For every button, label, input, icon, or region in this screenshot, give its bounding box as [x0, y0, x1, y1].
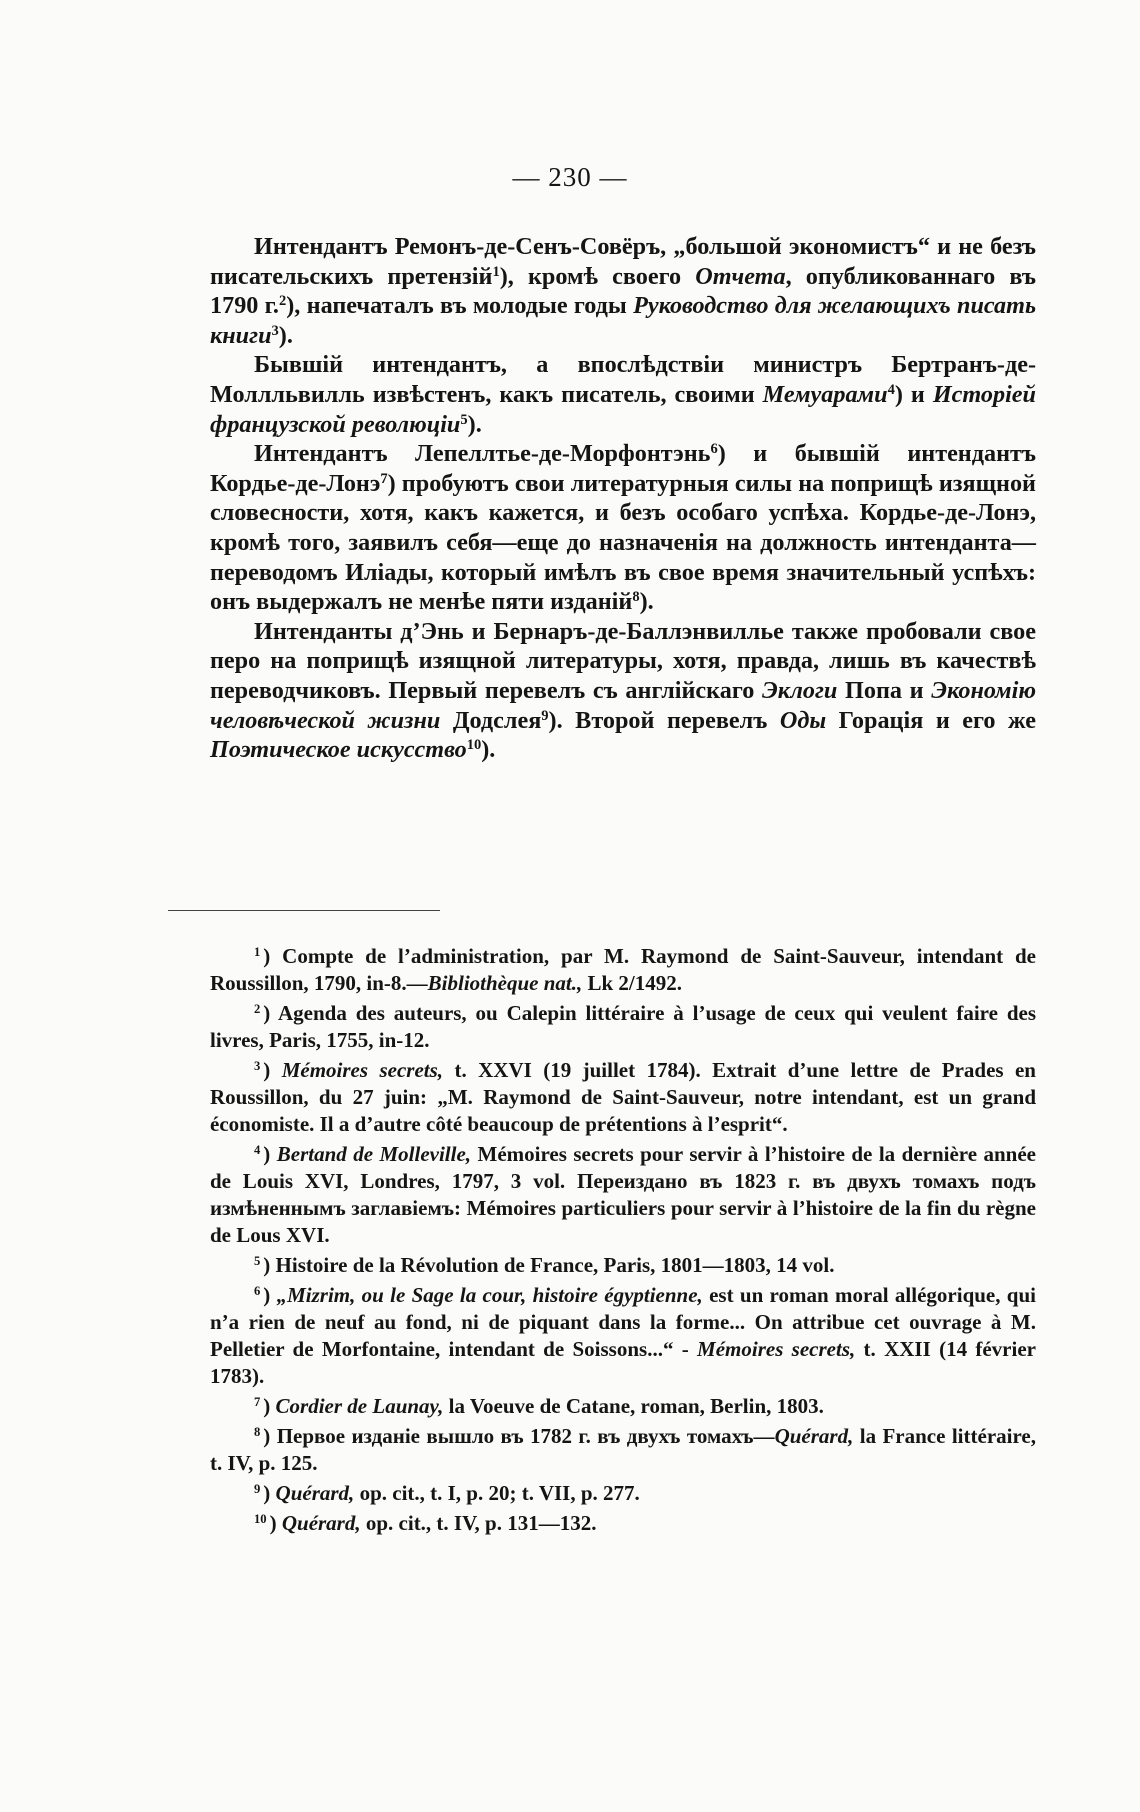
footnote-text: ) — [263, 1481, 276, 1505]
footnote-number: 3 — [254, 1059, 261, 1074]
text-run: Попа и — [837, 676, 932, 704]
footnote-italic: Mémoires secrets, — [697, 1337, 856, 1361]
footnotes — [210, 943, 1036, 1540]
text-run: Интендантъ Лепеллтье-де-Морфонтэнь — [254, 440, 711, 468]
text-run: ). — [278, 321, 293, 349]
footnote-italic: Cordier de Launay, — [275, 1394, 444, 1418]
main-text — [210, 232, 1036, 765]
footnote-number: 5 — [254, 1254, 261, 1269]
italic-title: Мемуарами — [762, 380, 888, 408]
footnote-ref: 9 — [541, 707, 549, 724]
footnote-6 — [210, 1282, 1036, 1390]
footnote-text: ) Histoire de la Révolution de France, Paris, 1801—1803, 14 vol. — [263, 1253, 835, 1277]
text-run: , опубликованнаго въ 1790 г. — [210, 262, 1036, 320]
footnote-italic: Bertand de Molleville, — [276, 1142, 472, 1166]
text-run: Горація и его же — [826, 706, 1036, 734]
paragraph-3 — [210, 439, 1036, 617]
footnote-text: op. cit., t. I, p. 20; t. VII, p. 277. — [354, 1481, 640, 1505]
italic-title: Исторіей французской революціи — [210, 380, 1036, 438]
text-run: ) и — [894, 380, 933, 408]
footnote-divider — [168, 910, 440, 911]
paragraph-1 — [210, 232, 1036, 350]
footnote-10 — [210, 1510, 1036, 1537]
text-run: ), напечаталъ въ молодые годы — [286, 292, 634, 320]
footnote-ref: 2 — [278, 293, 287, 310]
footnote-text: ) — [269, 1511, 282, 1535]
footnote-italic: Mémoires secrets, — [281, 1058, 444, 1082]
footnote-2 — [210, 1000, 1036, 1054]
text-run: ) пробуютъ свои литературныя силы на поприщѣ изящной словесности, хотя, какъ кажется, и безъ особаго успѣха. Кордье-де-Лонэ, кромѣ того, заявилъ себя—еще до назначенія на должность интенданта—переводомъ Иліады, который имѣлъ въ свое время значительный успѣхъ: онъ выдержалъ не менѣе пяти изданій — [210, 469, 1036, 616]
footnote-5 — [210, 1252, 1036, 1279]
italic-title: Отчета — [695, 262, 786, 290]
footnote-1 — [210, 943, 1036, 997]
footnote-ref: 6 — [710, 441, 718, 458]
italic-title: Руководство для желающихъ писать книги — [210, 292, 1037, 349]
paragraph-4 — [210, 617, 1036, 765]
footnote-number: 8 — [254, 1425, 261, 1440]
italic-title: Экономію человѣческой жизни — [210, 676, 1037, 734]
footnote-ref: 4 — [887, 381, 895, 398]
footnote-8 — [210, 1423, 1036, 1477]
footnote-italic: Bibliothèque nat., — [427, 971, 583, 995]
footnote-text: t. XXII (14 février 1783). — [210, 1337, 1036, 1388]
footnote-text: ) — [263, 1142, 277, 1166]
footnote-text: ) Compte de l’administration, par M. Raymond de Saint-Sauveur, intendant de Roussillon, 1790, in-8.— — [210, 944, 1036, 995]
text-run: ). Второй перевелъ — [548, 706, 780, 734]
footnote-ref: 5 — [460, 411, 468, 428]
page-number: — 230 — — [512, 162, 628, 192]
footnote-text: Lk 2/1492. — [582, 971, 683, 995]
footnote-text: Mémoires secrets pour servir à l’histoire de la dernière année de Louis XVI, Londres, 1797, 3 vol. Переиздано въ 1823 г. въ двухъ томахъ подъ измѣненнымъ заглавіемъ: Mémoires particuliers pour servir à l’histoire de la fin du règne de Lous XVI. — [210, 1142, 1036, 1247]
footnote-ref: 8 — [632, 589, 640, 606]
footnote-number: 7 — [254, 1395, 261, 1410]
footnote-text: ) — [263, 1058, 282, 1082]
text-run: Бывшій интендантъ, а впослѣдствіи министръ Бертранъ-де-Моллльвилль извѣстенъ, какъ писатель, своими — [210, 351, 1036, 408]
footnote-italic: Quérard, — [774, 1424, 854, 1448]
footnote-text: la France littéraire, t. IV, p. 125. — [210, 1424, 1036, 1475]
footnote-italic: „Mizrim, ou le Sage la cour, histoire égyptienne, — [276, 1283, 703, 1307]
text-run: ) и бывшій интендантъ Кордье-де-Лонэ — [210, 440, 1036, 497]
italic-title: Оды — [779, 706, 827, 734]
footnote-number: 4 — [254, 1143, 261, 1158]
italic-title: Эклоги — [762, 676, 838, 704]
text-run: ), кромѣ своего — [499, 262, 696, 290]
footnote-4 — [210, 1141, 1036, 1249]
footnote-7 — [210, 1393, 1036, 1420]
footnote-number: 2 — [254, 1002, 261, 1017]
footnote-italic: Quérard, — [281, 1511, 361, 1535]
footnote-number: 10 — [254, 1512, 267, 1527]
footnote-ref: 10 — [466, 737, 482, 754]
footnote-text: ) Первое изданіе вышло въ 1782 г. въ двухъ томахъ— — [263, 1424, 775, 1448]
footnote-ref: 1 — [492, 263, 500, 280]
footnote-number: 9 — [254, 1482, 261, 1497]
footnote-number: 1 — [254, 945, 261, 960]
footnote-text: ) — [263, 1394, 276, 1418]
text-run: ). — [467, 410, 482, 438]
footnote-text: est un roman moral allégorique, qui n’a rien de neuf au fond, ni de piquant dans la forme... On attribue cet ouvrage à M. Pelletier de Morfontaine, intendant de Soissons...“ - — [210, 1283, 1036, 1361]
footnote-ref: 7 — [380, 470, 388, 487]
paragraph-2 — [210, 350, 1036, 439]
text-run: Интенданты д’Энь и Бернаръ-де-Баллэнвилльe также пробовали свое перо на поприщѣ изящной литературы, хотя, правда, лишь въ качествѣ переводчиковъ. Первый перевелъ съ англійскаго — [210, 617, 1036, 704]
footnote-italic: Quérard, — [275, 1481, 355, 1505]
footnote-9 — [210, 1480, 1036, 1507]
footnote-number: 6 — [254, 1284, 261, 1299]
footnote-3 — [210, 1057, 1036, 1138]
text-run: Додслея — [440, 706, 542, 734]
text-run: ). — [639, 588, 654, 616]
text-run: Интендантъ Ремонъ-де-Сенъ-Совёръ, „большой экономистъ“ и не безъ писательскихъ претензій — [210, 233, 1036, 290]
text-run: ). — [481, 736, 496, 764]
footnote-text: op. cit., t. IV, p. 131—132. — [360, 1511, 597, 1535]
footnote-text: t. XXVI (19 juillet 1784). Extrait d’une lettre de Prades en Roussillon, du 27 juin: „M. Raymond de Saint-Sauveur, notre intendant, est un grand économiste. Il a d’autre côté beaucoup de prétentions à l’esprit“. — [210, 1058, 1036, 1136]
italic-title: Поэтическое искусство — [210, 736, 467, 764]
footnote-ref: 3 — [271, 322, 279, 339]
footnote-text: ) — [263, 1283, 277, 1307]
footnote-text: ) Agenda des auteurs, ou Calepin littéraire à l’usage de ceux qui veulent faire des livres, Paris, 1755, in-12. — [210, 1001, 1036, 1052]
footnote-text: la Voeuve de Catane, roman, Berlin, 1803. — [443, 1394, 824, 1418]
